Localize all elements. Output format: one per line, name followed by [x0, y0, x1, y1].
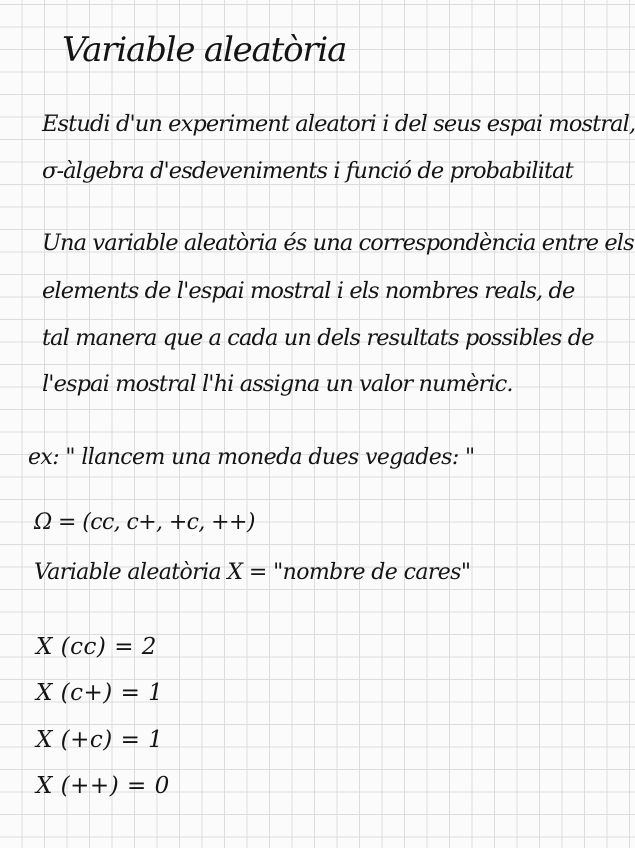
intro-line: Estudi d'un experiment aleatori i del seus espai mostral,: [42, 111, 635, 137]
definition-line: elements de l'espai mostral i els nombres reals, de: [42, 278, 575, 304]
page-title: Variable aleatòria: [62, 30, 347, 70]
variable-value-line: X (+c) = 1: [36, 727, 164, 753]
definition-line: tal manera que a cada un dels resultats possibles de: [42, 325, 594, 351]
intro-line: σ-àlgebra d'esdeveniments i funció de probabilitat: [42, 158, 573, 184]
variable-value-line: X (++) = 0: [36, 773, 170, 799]
variable-value-line: X (c+) = 1: [36, 680, 164, 706]
variable-value-line: X (cc) = 2: [36, 634, 157, 660]
sample-space: Ω = (cc, c+, +c, ++): [34, 510, 255, 535]
definition-line: l'espai mostral l'hi assigna un valor numèric.: [42, 371, 513, 397]
definition-line: Una variable aleatòria és una correspondència entre els: [42, 230, 634, 256]
random-variable-definition: Variable aleatòria X = "nombre de cares": [34, 560, 471, 585]
example-statement: ex: " llancem una moneda dues vegades: ": [28, 445, 475, 470]
